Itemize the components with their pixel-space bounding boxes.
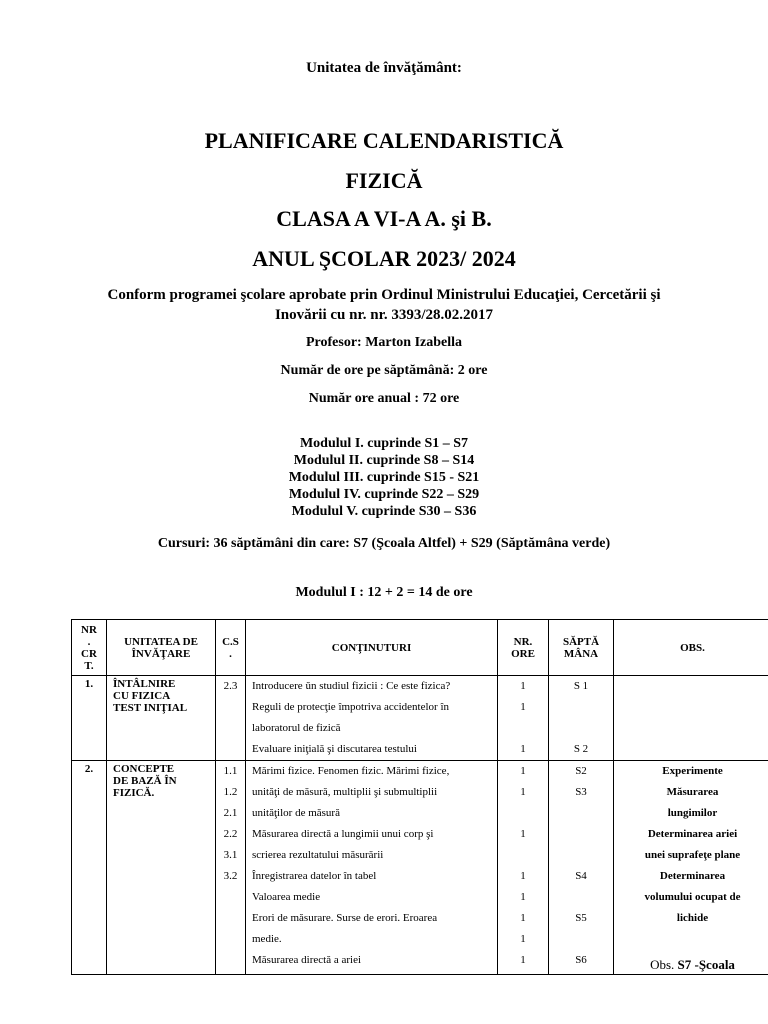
school-unit-label: Unitatea de învăţământ:	[306, 60, 462, 76]
row-number: 2.	[72, 761, 107, 975]
conform-note	[0, 285, 768, 325]
header-cs: C.S .	[216, 620, 246, 676]
module-line: Modulul V. cuprinde S30 – S36	[291, 504, 477, 519]
module-line: Modulul IV. cuprinde S22 – S29	[288, 487, 480, 502]
weeks-list: S2 S3 S4 S5 S6	[549, 761, 614, 975]
hours-list: 1 1 1 1 1 1 1 1	[498, 761, 549, 975]
contents-list: Introducere ŭn studiul fizicii : Ce este fizica? Reguli de protecţie împotriva accidentelor în laboratorul de fizică Evaluare iniţială şi discutarea testului	[246, 676, 498, 761]
header-nr-ore: NR. ORE	[498, 620, 549, 676]
header-nr-crt: NR . CR T.	[72, 620, 107, 676]
hours-list: 1 1 1	[498, 676, 549, 761]
conform-line-1: Conform programei şcolare aprobate prin Ordinul Ministrului Educaţiei, Cercetării şi	[107, 287, 661, 303]
competence-codes: 1.1 1.2 2.1 2.2 3.1 3.2	[216, 761, 246, 975]
header-continuturi: CONŢINUTURI	[246, 620, 498, 676]
contents-list: Mărimi fizice. Fenomen fizic. Mărimi fizice, unităţi de măsură, multiplii şi submultiplii unităţilor de măsură Măsurarea directă a lungimii unui corp şi scrierea rezultatului măsurării Înregistrarea datelor în tabel Valoarea medie Erori de măsurare. Surse de erori. Eroarea medie. Măsurarea directă a ariei	[246, 761, 498, 975]
teacher-name: Profesor: Marton Izabella	[305, 335, 463, 350]
competence-codes: 2.3	[216, 676, 246, 761]
planning-table	[71, 619, 768, 975]
table-row	[72, 676, 768, 761]
row-number: 1.	[72, 676, 107, 761]
learning-unit: ÎNTÂLNIRE CU FIZICA TEST INIŢIAL	[107, 676, 216, 761]
class-title: CLASA A VI-A A. şi B.	[276, 206, 492, 231]
table-row	[72, 761, 768, 975]
modules-list	[0, 435, 768, 520]
observations	[614, 676, 768, 761]
subject-title: FIZICĂ	[345, 168, 423, 193]
weekly-hours: Număr de ore pe săptămână: 2 ore	[280, 363, 488, 378]
observations: Experimente Măsurarea lungimilor Determinarea ariei unei suprafeţe plane Determinarea volumului ocupat de lichide Obs. S7 -Şcoala	[614, 761, 768, 975]
weeks-list: S 1 S 2	[549, 676, 614, 761]
learning-unit: CONCEPTE DE BAZĂ ÎN FIZICĂ.	[107, 761, 216, 975]
conform-line-2: Inovării cu nr. nr. 3393/28.02.2017	[274, 307, 494, 323]
school-year-title: ANUL ŞCOLAR 2023/ 2024	[252, 246, 516, 271]
annual-hours: Număr ore anual : 72 ore	[308, 391, 460, 406]
module-line: Modulul II. cuprinde S8 – S14	[293, 453, 475, 468]
header-obs: OBS.	[614, 620, 768, 676]
module-line: Modulul I. cuprinde S1 – S7	[299, 436, 469, 451]
observation-note: Obs. S7 -Şcoala	[650, 957, 735, 972]
header-unitate: UNITATEA DE ÎNVĂŢARE	[107, 620, 216, 676]
module-line: Modulul III. cuprinde S15 - S21	[288, 470, 480, 485]
module-one-heading: Modulul I : 12 + 2 = 14 de ore	[295, 585, 473, 600]
document-title: PLANIFICARE CALENDARISTICĂ	[204, 128, 564, 153]
table-header-row	[72, 620, 768, 676]
header-saptamana: SĂPTĂ MÂNA	[549, 620, 614, 676]
courses-weeks-note: Cursuri: 36 săptămâni din care: S7 (Şcoala Altfel) + S29 (Săptămâna verde)	[157, 536, 611, 551]
